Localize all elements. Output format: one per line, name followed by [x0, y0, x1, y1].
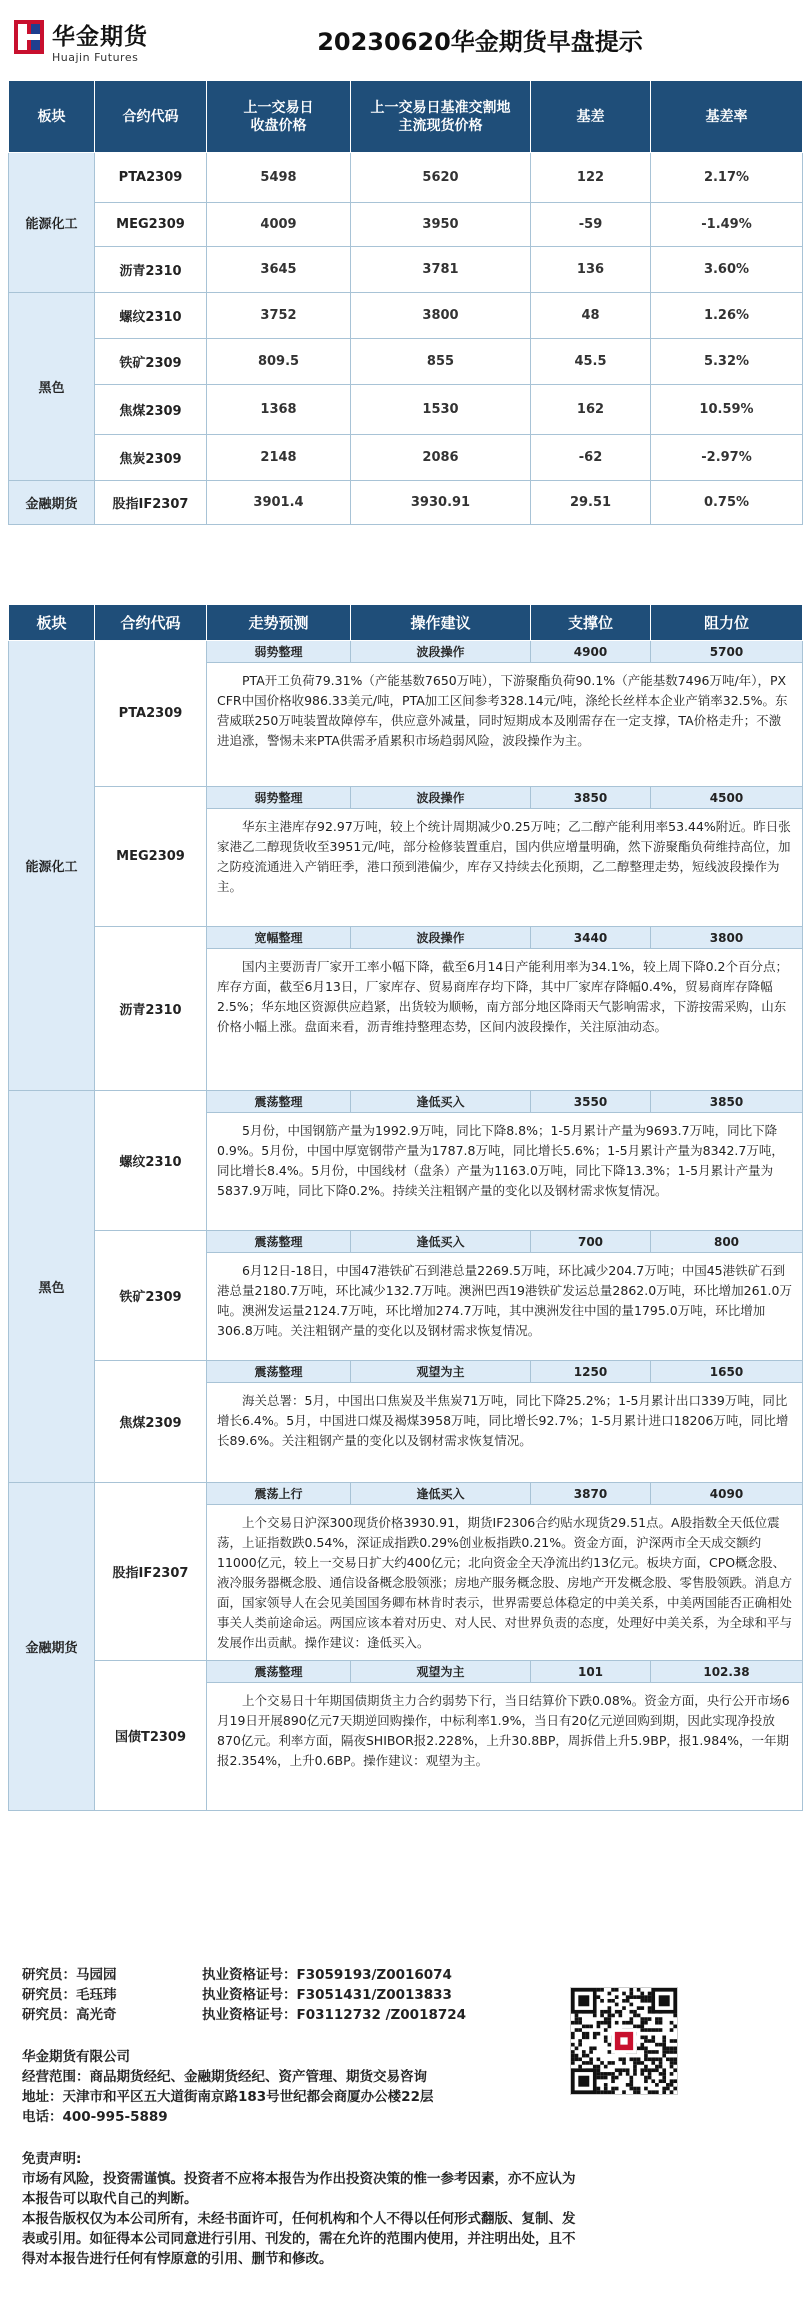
forecast-header-cell: 支撑位	[531, 605, 651, 641]
trade-advice: 观望为主	[351, 1661, 531, 1683]
trade-advice: 波段操作	[351, 787, 531, 809]
researcher-name: 研究员：高光奇	[22, 2007, 117, 2023]
spot-price: 3800	[351, 293, 531, 339]
researcher-cert: 执业资格证号：F3051431/Z0013833	[202, 1987, 452, 2003]
contract-code: 沥青2310	[95, 927, 207, 1091]
close-price: 3901.4	[207, 481, 351, 525]
company-logo	[14, 18, 169, 68]
forecast-summary-row	[9, 1661, 803, 1683]
basis-value: 45.5	[531, 339, 651, 385]
researcher-row	[22, 2005, 466, 2025]
report-title: 20230620华金期货早盘提示	[317, 28, 643, 56]
basis-header-cell: 合约代码	[95, 81, 207, 153]
trend-forecast: 弱势整理	[207, 787, 351, 809]
basis-header-cell: 上一交易日 收盘价格	[207, 81, 351, 153]
forecast-table	[8, 604, 803, 1811]
contract-code: 螺纹2310	[95, 293, 207, 339]
contract-code: 股指IF2307	[95, 481, 207, 525]
basis-value: 29.51	[531, 481, 651, 525]
forecast-summary-row	[9, 927, 803, 949]
close-price: 809.5	[207, 339, 351, 385]
support-level: 3850	[531, 787, 651, 809]
resistance-level: 4500	[651, 787, 803, 809]
spot-price: 3950	[351, 203, 531, 247]
disclaimer-risk: 市场有风险，投资需谨慎。投资者不应将本报告为作出投资决策的惟一参考因素，亦不应认为本报告可以取代自己的判断。	[22, 2171, 576, 2207]
resistance-level: 3850	[651, 1091, 803, 1113]
forecast-summary-row	[9, 641, 803, 663]
spot-price: 3930.91	[351, 481, 531, 525]
contract-code: MEG2309	[95, 787, 207, 927]
basis-row	[9, 293, 803, 339]
company-phone: 电话：400-995-5889	[22, 2109, 168, 2125]
forecast-header-cell: 操作建议	[351, 605, 531, 641]
forecast-summary-row	[9, 1091, 803, 1113]
basis-row	[9, 481, 803, 525]
basis-row	[9, 435, 803, 481]
contract-code: 焦煤2309	[95, 1361, 207, 1483]
support-level: 101	[531, 1661, 651, 1683]
contract-code: 铁矿2309	[95, 1231, 207, 1361]
trade-advice: 波段操作	[351, 927, 531, 949]
basis-row	[9, 339, 803, 385]
basis-row	[9, 247, 803, 293]
report-footer	[0, 1959, 810, 2307]
basis-row	[9, 203, 803, 247]
basis-rate: 1.26%	[651, 293, 803, 339]
market-commentary: 6月12日-18日，中国47港铁矿石到港总量2269.5万吨，环比减少204.7万吨；中国45港铁矿石到港总量2180.7万吨，环比减少132.7万吨。澳洲巴西19港铁矿发运总量2862.0万吨，环比增加261.0万吨。澳洲发运量2124.7万吨，环比增加274.7万吨，其中澳洲发往中国的量1795.0万吨，环比增加306.8万吨。关注粗钢产量的变化以及钢材需求恢复情况。	[207, 1253, 803, 1361]
basis-header-cell: 基差	[531, 81, 651, 153]
forecast-header-cell: 阻力位	[651, 605, 803, 641]
researcher-name: 研究员：毛珏玮	[22, 1987, 117, 2003]
resistance-level: 5700	[651, 641, 803, 663]
close-price: 2148	[207, 435, 351, 481]
close-price: 3645	[207, 247, 351, 293]
market-commentary: PTA开工负荷79.31%（产能基数7650万吨），下游聚酯负荷90.1%（产能基数7496万吨/年），PX CFR中国价格收986.33美元/吨，PTA加工区间参考328.14元/吨，涤纶长丝样本企业产销率32.5%。东营威联250万吨装置故障停车，供应意外减量，同时短期成本及刚需存在一定支撑，TA价格走升；不激进追涨，警惕未来PTA供需矛盾累积市场趋弱风险，波段操作为主。	[207, 663, 803, 787]
contract-code: 国债T2309	[95, 1661, 207, 1811]
trend-forecast: 震荡上行	[207, 1483, 351, 1505]
market-commentary: 上个交易日沪深300现货价格3930.91，期货IF2306合约贴水现货29.51点。A股指数全天低位震荡，上证指数跌0.54%，深证成指跌0.29%创业板指跌0.21%。资金方面，沪深两市全天成交额约11000亿元，较上一交易日扩大约400亿元；北向资金全天净流出约13亿元。板块方面，CPO概念股、液冷服务器概念股、通信设备概念股领涨；房地产服务概念股、房地产开发概念股、零售股领跌。消息方面，国家领导人在会见美国国务卿布林肯时表示，世界需要总体稳定的中美关系，中美两国能否正确相处事关人类前途命运。两国应该本着对历史、对人民、对世界负责的态度，处理好中美关系，为全球和平与发展作出贡献。操作建议：逢低买入。	[207, 1505, 803, 1661]
market-commentary: 海关总署：5月，中国出口焦炭及半焦炭71万吨，同比下降25.2%；1-5月累计出口339万吨，同比增长6.4%。5月，中国进口煤及褐煤3958万吨，同比增长92.7%；1-5月累计进口18206万吨，同比增长89.6%。关注粗钢产量的变化以及钢材需求恢复情况。	[207, 1383, 803, 1483]
disclaimer-title: 免责声明:	[22, 2151, 82, 2167]
basis-rate: 3.60%	[651, 247, 803, 293]
qr-code-icon	[570, 1987, 678, 2095]
basis-value: -62	[531, 435, 651, 481]
close-price: 1368	[207, 385, 351, 435]
support-level: 700	[531, 1231, 651, 1253]
researcher-list	[22, 1965, 466, 2025]
basis-value: 48	[531, 293, 651, 339]
forecast-header-row	[9, 605, 803, 641]
forecast-header-cell: 合约代码	[95, 605, 207, 641]
contract-code: PTA2309	[95, 153, 207, 203]
trend-forecast: 震荡整理	[207, 1361, 351, 1383]
sector-cell: 金融期货	[9, 481, 95, 525]
business-scope: 经营范围：商品期货经纪、金融期货经纪、资产管理、期货交易咨询	[22, 2069, 427, 2085]
forecast-summary-row	[9, 1361, 803, 1383]
logo-cn: 华金期货	[52, 24, 148, 50]
forecast-summary-row	[9, 1483, 803, 1505]
basis-rate: 5.32%	[651, 339, 803, 385]
spot-price: 2086	[351, 435, 531, 481]
researcher-name: 研究员：马园园	[22, 1967, 117, 1983]
resistance-level: 4090	[651, 1483, 803, 1505]
basis-header-row	[9, 81, 803, 153]
trade-advice: 逢低买入	[351, 1091, 531, 1113]
basis-value: 162	[531, 385, 651, 435]
trend-forecast: 宽幅整理	[207, 927, 351, 949]
trade-advice: 观望为主	[351, 1361, 531, 1383]
contract-code: 铁矿2309	[95, 339, 207, 385]
support-level: 3870	[531, 1483, 651, 1505]
basis-header-cell: 板块	[9, 81, 95, 153]
huajin-logo-icon	[14, 20, 44, 54]
trend-forecast: 震荡整理	[207, 1661, 351, 1683]
sector-cell: 黑色	[9, 293, 95, 481]
spot-price: 3781	[351, 247, 531, 293]
trend-forecast: 震荡整理	[207, 1231, 351, 1253]
resistance-level: 102.38	[651, 1661, 803, 1683]
basis-row	[9, 153, 803, 203]
contract-code: 螺纹2310	[95, 1091, 207, 1231]
disclaimer	[22, 2149, 582, 2269]
company-address: 地址：天津市和平区五大道街南京路183号世纪都会商厦办公楼22层	[22, 2089, 434, 2105]
basis-value: 122	[531, 153, 651, 203]
close-price: 3752	[207, 293, 351, 339]
basis-rate: -1.49%	[651, 203, 803, 247]
market-commentary: 华东主港库存92.97万吨，较上个统计周期减少0.25万吨；乙二醇产能利用率53.44%附近。昨日张家港乙二醇现货收至3951元/吨，部分检修装置重启，国内供应增量明确，然下游聚酯负荷维持高位，加之防疫流通进入产销旺季，港口预到港偏少，库存又持续去化预期，乙二醇整理走势，短线波段操作为主。	[207, 809, 803, 927]
basis-row	[9, 385, 803, 435]
researcher-cert: 执业资格证号：F03112732 /Z0018724	[202, 2007, 467, 2023]
basis-rate: 10.59%	[651, 385, 803, 435]
trade-advice: 波段操作	[351, 641, 531, 663]
resistance-level: 3800	[651, 927, 803, 949]
basis-rate: -2.97%	[651, 435, 803, 481]
logo-en: Huajin Futures	[52, 51, 139, 64]
researcher-cert: 执业资格证号：F3059193/Z0016074	[202, 1967, 452, 1983]
resistance-level: 1650	[651, 1361, 803, 1383]
forecast-header-cell: 板块	[9, 605, 95, 641]
basis-table	[8, 80, 803, 525]
sector-cell: 金融期货	[9, 1483, 95, 1811]
company-name: 华金期货有限公司	[22, 2049, 130, 2065]
contract-code: 焦煤2309	[95, 385, 207, 435]
spot-price: 5620	[351, 153, 531, 203]
trade-advice: 逢低买入	[351, 1231, 531, 1253]
spot-price: 855	[351, 339, 531, 385]
contract-code: MEG2309	[95, 203, 207, 247]
market-commentary: 5月份，中国钢筋产量为1992.9万吨，同比下降8.8%；1-5月累计产量为9693.7万吨，同比下降0.9%。5月份，中国中厚宽钢带产量为1787.8万吨，同比增长5.6%；1-5月累计产量为8342.7万吨，同比增长8.4%。5月份，中国线材（盘条）产量为1163.0万吨，同比下降13.3%；1-5月累计产量为5837.9万吨，同比下降0.2%。持续关注粗钢产量的变化以及钢材需求恢复情况。	[207, 1113, 803, 1231]
sector-cell: 黑色	[9, 1091, 95, 1483]
report-header	[0, 0, 810, 80]
contract-code: PTA2309	[95, 641, 207, 787]
support-level: 1250	[531, 1361, 651, 1383]
support-level: 3440	[531, 927, 651, 949]
trade-advice: 逢低买入	[351, 1483, 531, 1505]
spot-price: 1530	[351, 385, 531, 435]
forecast-summary-row	[9, 787, 803, 809]
disclaimer-copyright: 本报告版权仅为本公司所有，未经书面许可，任何机构和个人不得以任何形式翻版、复制、发表或引用。如征得本公司同意进行引用、刊发的，需在允许的范围内使用，并注明出处，且不得对本报告进行任何有悖原意的引用、删节和修改。	[22, 2211, 576, 2267]
close-price: 5498	[207, 153, 351, 203]
basis-rate: 0.75%	[651, 481, 803, 525]
forecast-header-cell: 走势预测	[207, 605, 351, 641]
basis-value: 136	[531, 247, 651, 293]
basis-header-cell: 基差率	[651, 81, 803, 153]
support-level: 3550	[531, 1091, 651, 1113]
resistance-level: 800	[651, 1231, 803, 1253]
close-price: 4009	[207, 203, 351, 247]
contract-code: 沥青2310	[95, 247, 207, 293]
trend-forecast: 震荡整理	[207, 1091, 351, 1113]
forecast-summary-row	[9, 1231, 803, 1253]
contract-code: 股指IF2307	[95, 1483, 207, 1661]
support-level: 4900	[531, 641, 651, 663]
contract-code: 焦炭2309	[95, 435, 207, 481]
researcher-row	[22, 1965, 466, 1985]
company-info	[22, 2047, 582, 2127]
sector-cell: 能源化工	[9, 153, 95, 293]
market-commentary: 上个交易日十年期国债期货主力合约弱势下行，当日结算价下跌0.08%。资金方面，央行公开市场6月19日开展890亿元7天期逆回购操作，中标利率1.9%，当日有20亿元逆回购到期，因此实现净投放870亿元。利率方面，隔夜SHIBOR报2.228%，上升30.8BP，周拆借上升5.9BP，报1.984%，一年期报2.354%，上升0.6BP。操作建议：观望为主。	[207, 1683, 803, 1811]
researcher-row	[22, 1985, 466, 2005]
trend-forecast: 弱势整理	[207, 641, 351, 663]
basis-value: -59	[531, 203, 651, 247]
basis-rate: 2.17%	[651, 153, 803, 203]
basis-header-cell: 上一交易日基准交割地 主流现货价格	[351, 81, 531, 153]
market-commentary: 国内主要沥青厂家开工率小幅下降，截至6月14日产能利用率为34.1%，较上周下降0.2个百分点；库存方面，截至6月13日，厂家库存、贸易商库存均下降，其中厂家库存降幅0.4%，贸易商库存降幅2.5%；华东地区资源供应趋紧，出货较为顺畅，南方部分地区降雨天气影响需求，下游按需采购，山东价格小幅上涨。盘面来看，沥青维持整理态势，区间内波段操作，关注原油动态。	[207, 949, 803, 1091]
sector-cell: 能源化工	[9, 641, 95, 1091]
